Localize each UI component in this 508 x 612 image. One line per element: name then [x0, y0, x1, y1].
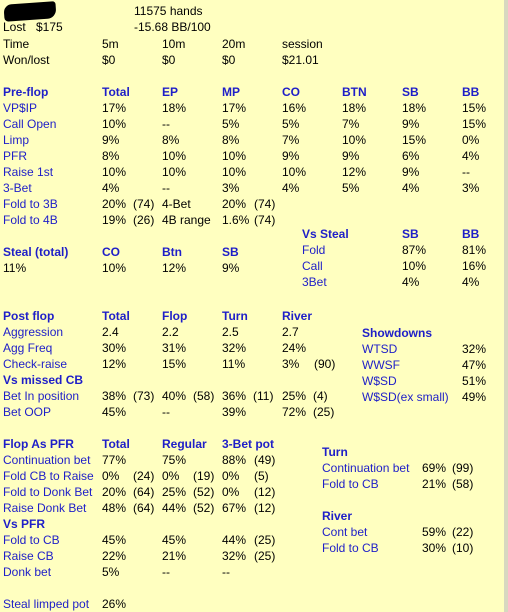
preflop-col-total: Total	[102, 85, 130, 99]
turn-count: (99)	[452, 461, 474, 475]
flop-pfr-row-label: Fold CB to Raise	[3, 469, 94, 483]
flop-pfr-regular-count: (19)	[193, 469, 215, 483]
vs-pfr-3bet: 32%	[222, 549, 247, 563]
vs-missed-cb-title: Vs missed CB	[3, 373, 84, 387]
four-bet-value: 20%	[222, 197, 247, 211]
preflop-cell: 5%	[222, 117, 240, 131]
flop-pfr-row-label: Continuation bet	[3, 453, 91, 467]
missed-cb-row-label: Bet In position	[3, 389, 80, 403]
preflop-cell: 10%	[162, 165, 187, 179]
preflop-cell: 10%	[342, 133, 367, 147]
flop-pfr-regular-count: (52)	[193, 501, 215, 515]
preflop-cell: 10%	[282, 165, 307, 179]
flop-pfr-total: 20%	[102, 485, 127, 499]
flop-pfr-total: 0%	[102, 469, 120, 483]
preflop-col-co: CO	[282, 85, 300, 99]
river-count: (10)	[452, 541, 474, 555]
steal-col-sb: SB	[222, 245, 239, 259]
postflop-cell: 15%	[162, 357, 187, 371]
time-20m: 20m	[222, 37, 246, 51]
preflop-row-label: VP$IP	[3, 101, 38, 115]
postflop-row-label: Agg Freq	[3, 341, 53, 355]
missed-cb-river: 72%	[282, 405, 307, 419]
preflop-cell: 5%	[282, 117, 300, 131]
fold-4b-count: (26)	[133, 213, 155, 227]
flop-pfr-regular: 75%	[162, 453, 187, 467]
vs-pfr-3bet: --	[222, 565, 230, 579]
preflop-row-label: PFR	[3, 149, 27, 163]
preflop-col-sb: SB	[402, 85, 419, 99]
vs-steal-sb-value: 10%	[402, 259, 427, 273]
steal-col-btn: Btn	[162, 245, 182, 259]
postflop-cell: 31%	[162, 341, 187, 355]
turn-title: Turn	[322, 445, 348, 459]
vs-pfr-row-label: Donk bet	[3, 565, 52, 579]
flop-pfr-total: 77%	[102, 453, 127, 467]
flop-pfr-3bet-count: (12)	[254, 485, 276, 499]
river-value: 59%	[422, 525, 447, 539]
steal-total-title: Steal (total)	[3, 245, 69, 259]
showdown-row-label: WWSF	[362, 358, 400, 372]
preflop-cell: 7%	[342, 117, 360, 131]
missed-cb-flop: --	[162, 405, 170, 419]
flop-pfr-3bet-count: (5)	[254, 469, 269, 483]
flop-pfr-3bet-count: (12)	[254, 501, 276, 515]
flop-pfr-regular: 44%	[162, 501, 187, 515]
vs-steal-row-label: Call	[302, 259, 323, 273]
wonlost-session: $21.01	[282, 53, 319, 67]
time-10m: 10m	[162, 37, 186, 51]
four-bet-range-count: (74)	[254, 213, 276, 227]
steal-co-value: 10%	[102, 261, 127, 275]
vs-pfr-3bet-count: (25)	[254, 549, 276, 563]
vs-steal-row-label: Fold	[302, 243, 326, 257]
vs-steal-bb-value: 81%	[462, 243, 487, 257]
preflop-cell: 9%	[342, 149, 360, 163]
preflop-cell: 3%	[222, 181, 240, 195]
preflop-cell: --	[162, 117, 170, 131]
vs-pfr-3bet: 44%	[222, 533, 247, 547]
steal-limped-label: Steal limped pot	[3, 597, 90, 611]
player-name-redaction	[3, 1, 56, 22]
showdown-row-label: WTSD	[362, 342, 398, 356]
showdowns-title: Showdowns	[362, 326, 432, 340]
postflop-row-label: Check-raise	[3, 357, 68, 371]
flop-pfr-total-count: (64)	[133, 485, 155, 499]
postflop-cell: 30%	[102, 341, 127, 355]
preflop-row-label: Limp	[3, 133, 30, 147]
vs-steal-col-sb: SB	[402, 227, 419, 241]
postflop-col-turn: Turn	[222, 309, 248, 323]
flop-pfr-col-regular: Regular	[162, 437, 207, 451]
steal-sb-value: 9%	[222, 261, 240, 275]
preflop-cell: 10%	[222, 165, 247, 179]
wonlost-label: Won/lost	[3, 53, 50, 67]
flop-pfr-3bet-count: (49)	[254, 453, 276, 467]
preflop-cell: --	[462, 165, 470, 179]
flop-pfr-regular: 25%	[162, 485, 187, 499]
showdown-row-label: W$SD	[362, 374, 397, 388]
preflop-row-label: Raise 1st	[3, 165, 54, 179]
vs-pfr-total: 5%	[102, 565, 120, 579]
missed-cb-flop: 40%	[162, 389, 187, 403]
postflop-cell: 3%	[282, 357, 300, 371]
vs-steal-title: Vs Steal	[302, 227, 349, 241]
preflop-cell: 9%	[402, 165, 420, 179]
vs-steal-sb-value: 4%	[402, 275, 420, 289]
flop-pfr-row-label: Raise Donk Bet	[3, 501, 87, 515]
preflop-cell: 5%	[342, 181, 360, 195]
four-bet-range-value: 1.6%	[222, 213, 250, 227]
preflop-col-ep: EP	[162, 85, 179, 99]
postflop-row-label: Aggression	[3, 325, 64, 339]
vs-pfr-regular: 21%	[162, 549, 187, 563]
preflop-cell: 18%	[402, 101, 427, 115]
missed-cb-river-count: (25)	[313, 405, 335, 419]
preflop-cell: 4%	[462, 149, 480, 163]
turn-row-label: Continuation bet	[322, 461, 410, 475]
postflop-col-total: Total	[102, 309, 130, 323]
time-label: Time	[3, 37, 30, 51]
vs-pfr-row-label: Fold to CB	[3, 533, 60, 547]
postflop-cell: 2.4	[102, 325, 119, 339]
missed-cb-total: 45%	[102, 405, 127, 419]
vs-pfr-regular: 45%	[162, 533, 187, 547]
flop-pfr-regular: 0%	[162, 469, 180, 483]
fold-4b-value: 19%	[102, 213, 127, 227]
preflop-cell: 0%	[462, 133, 480, 147]
wonlost-20m: $0	[222, 53, 236, 67]
preflop-cell: 8%	[102, 149, 120, 163]
time-5m: 5m	[102, 37, 119, 51]
postflop-cell: 32%	[222, 341, 247, 355]
vs-pfr-regular: --	[162, 565, 170, 579]
steal-total-value: 11%	[3, 261, 27, 275]
flop-pfr-3bet: 0%	[222, 485, 240, 499]
showdown-value: 47%	[462, 358, 487, 372]
turn-row-label: Fold to CB	[322, 477, 379, 491]
postflop-cell: 12%	[102, 357, 127, 371]
vs-pfr-total: 22%	[102, 549, 127, 563]
vs-steal-row-label: 3Bet	[302, 275, 327, 289]
preflop-cell: 8%	[162, 133, 180, 147]
preflop-col-btn: BTN	[342, 85, 367, 99]
showdown-value: 32%	[462, 342, 487, 356]
preflop-cell: 4%	[282, 181, 300, 195]
steal-col-co: CO	[102, 245, 120, 259]
preflop-col-bb: BB	[462, 85, 480, 99]
flop-pfr-3bet: 88%	[222, 453, 247, 467]
turn-count: (58)	[452, 477, 474, 491]
scrollbar[interactable]	[504, 0, 508, 612]
postflop-cell: 2.7	[282, 325, 299, 339]
preflop-cell: 17%	[102, 101, 127, 115]
flop-pfr-col-3bet: 3-Bet pot	[222, 437, 274, 451]
preflop-col-mp: MP	[222, 85, 240, 99]
preflop-cell: 9%	[402, 117, 420, 131]
missed-cb-flop-count: (58)	[193, 389, 215, 403]
preflop-cell: 7%	[282, 133, 300, 147]
preflop-cell: 16%	[282, 101, 307, 115]
flop-pfr-3bet: 0%	[222, 469, 240, 483]
steal-btn-value: 12%	[162, 261, 187, 275]
preflop-cell: 3%	[462, 181, 480, 195]
vs-steal-bb-value: 16%	[462, 259, 487, 273]
preflop-row-label: 3-Bet	[3, 181, 32, 195]
preflop-cell: 15%	[402, 133, 427, 147]
postflop-cell: 2.2	[162, 325, 179, 339]
preflop-cell: 6%	[402, 149, 420, 163]
showdown-value: 51%	[462, 374, 487, 388]
bb-per-100: -15.68 BB/100	[134, 20, 211, 34]
vs-steal-col-bb: BB	[462, 227, 480, 241]
preflop-cell: 18%	[162, 101, 187, 115]
flop-pfr-3bet: 67%	[222, 501, 247, 515]
flop-pfr-total-count: (64)	[133, 501, 155, 515]
vs-steal-sb-value: 87%	[402, 243, 427, 257]
preflop-cell: 9%	[282, 149, 300, 163]
steal-limped-value: 26%	[102, 597, 127, 611]
four-bet-range-label: 4B range	[162, 213, 211, 227]
river-title: River	[322, 509, 353, 523]
postflop-cell: 24%	[282, 341, 307, 355]
preflop-cell: 10%	[222, 149, 247, 163]
river-row-label: Cont bet	[322, 525, 368, 539]
turn-value: 69%	[422, 461, 447, 475]
preflop-cell: 10%	[162, 149, 187, 163]
vs-pfr-total: 45%	[102, 533, 127, 547]
preflop-cell: 15%	[462, 101, 487, 115]
preflop-cell: 18%	[342, 101, 367, 115]
missed-cb-total-count: (73)	[133, 389, 155, 403]
missed-cb-river-count: (4)	[313, 389, 328, 403]
missed-cb-river: 25%	[282, 389, 307, 403]
preflop-cell: 17%	[222, 101, 247, 115]
postflop-sample-count: (90)	[314, 357, 336, 371]
preflop-cell: 10%	[102, 117, 127, 131]
preflop-cell: --	[162, 181, 170, 195]
flop-pfr-regular-count: (52)	[193, 485, 215, 499]
preflop-cell: 12%	[342, 165, 367, 179]
fold-4b-label: Fold to 4B	[3, 213, 58, 227]
four-bet-label: 4-Bet	[162, 197, 191, 211]
vs-steal-bb-value: 4%	[462, 275, 480, 289]
fold-3b-value: 20%	[102, 197, 127, 211]
showdown-row-label: W$SD(ex small)	[362, 390, 449, 404]
wonlost-10m: $0	[162, 53, 176, 67]
preflop-cell: 10%	[102, 165, 127, 179]
missed-cb-turn: 39%	[222, 405, 247, 419]
flop-pfr-total: 48%	[102, 501, 127, 515]
fold-3b-label: Fold to 3B	[3, 197, 58, 211]
showdown-value: 49%	[462, 390, 487, 404]
preflop-cell: 15%	[462, 117, 487, 131]
flop-pfr-total-count: (24)	[133, 469, 155, 483]
fold-3b-count: (74)	[133, 197, 155, 211]
flop-pfr-row-label: Fold to Donk Bet	[3, 485, 93, 499]
hands-count: 11575 hands	[134, 4, 203, 18]
vs-pfr-3bet-count: (25)	[254, 533, 276, 547]
postflop-cell: 11%	[222, 357, 246, 371]
missed-cb-total: 38%	[102, 389, 127, 403]
missed-cb-turn: 36%	[222, 389, 247, 403]
lost-amount: $175	[36, 20, 63, 34]
vs-pfr-row-label: Raise CB	[3, 549, 54, 563]
flop-pfr-title: Flop As PFR	[3, 437, 74, 451]
missed-cb-row-label: Bet OOP	[3, 405, 52, 419]
turn-value: 21%	[422, 477, 447, 491]
preflop-cell: 9%	[102, 133, 120, 147]
preflop-cell: 4%	[402, 181, 420, 195]
postflop-col-flop: Flop	[162, 309, 188, 323]
missed-cb-turn-count: (11)	[253, 389, 274, 403]
preflop-cell: 4%	[102, 181, 120, 195]
river-row-label: Fold to CB	[322, 541, 379, 555]
postflop-title: Post flop	[3, 309, 55, 323]
postflop-cell: 2.5	[222, 325, 239, 339]
four-bet-count: (74)	[254, 197, 276, 211]
preflop-cell: 8%	[222, 133, 240, 147]
preflop-row-label: Call Open	[3, 117, 57, 131]
postflop-col-river: River	[282, 309, 313, 323]
river-value: 30%	[422, 541, 447, 555]
preflop-title: Pre-flop	[3, 85, 49, 99]
time-session: session	[282, 37, 323, 51]
river-count: (22)	[452, 525, 474, 539]
vs-pfr-title: Vs PFR	[3, 517, 46, 531]
lost-label: Lost	[3, 20, 26, 34]
wonlost-5m: $0	[102, 53, 116, 67]
flop-pfr-col-total: Total	[102, 437, 130, 451]
